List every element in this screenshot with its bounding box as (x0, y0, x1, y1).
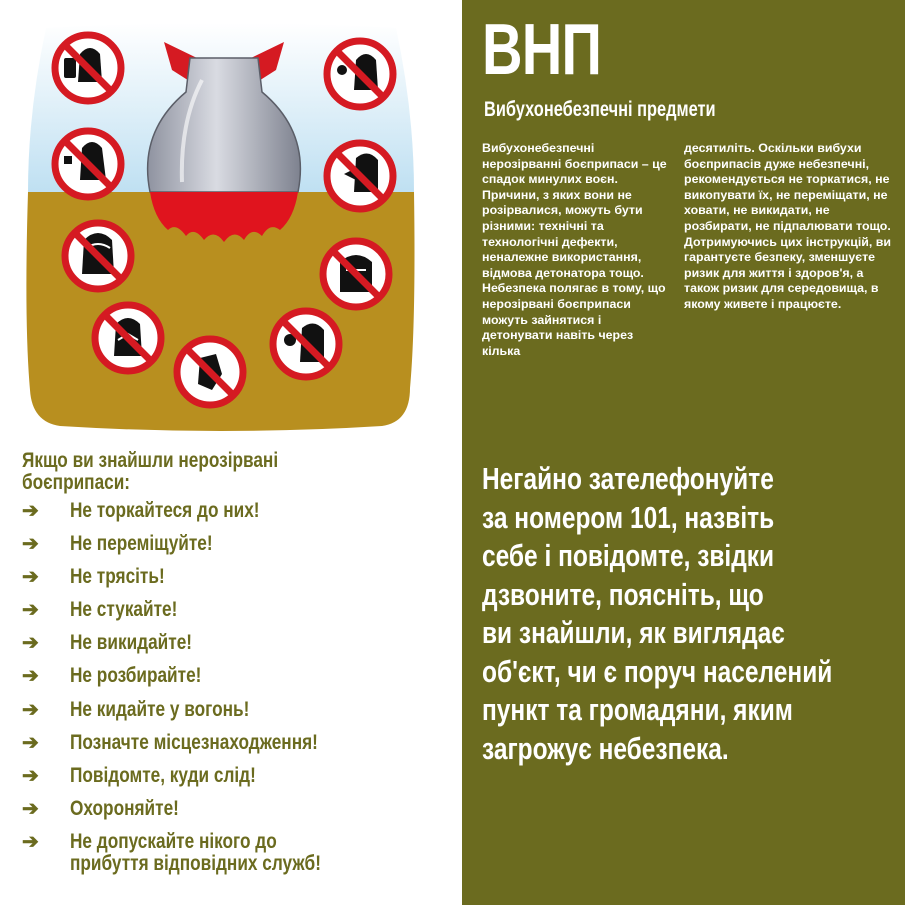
rules-heading-text: Якщо ви знайшли нерозірвані боєприпаси: (22, 449, 279, 494)
arrow-right-icon: ➔ (22, 599, 39, 622)
rule-text: Повідомте, куди слід! (70, 763, 256, 787)
no-dismantle-icon (268, 306, 344, 382)
rule-text: Не торкайтеся до них! (70, 499, 260, 522)
rule-text: Не розбирайте! (70, 664, 202, 688)
right-panel (462, 0, 905, 905)
rule-text: Охороняйте! (70, 796, 179, 820)
rules-list (22, 500, 452, 879)
arrow-right-icon: ➔ (22, 500, 39, 522)
arrow-right-icon: ➔ (22, 698, 39, 721)
no-throw-icon (90, 300, 166, 376)
list-item (22, 566, 452, 599)
no-touch-icon (322, 138, 398, 214)
rule-text: Не допускайте нікого до прибуття відповідних служб! (70, 829, 321, 875)
body-text-column-2: десятиліть. Оскільки вибухи боєприпасів дуже небезпечні, рекомендується не торкатися, не викопувати їх, не переміщати, не ховати, не викидати, не розбирати, не підпалювати тощо. Дотримуючись цих інструкцій, ви гарантуєте безпеку, зменшуєте ризик для життя і здоров'я, а також ризик для середовища, в якому живете і працюєте. (684, 141, 892, 311)
rule-text: Не переміщуйте! (70, 532, 213, 556)
rule-text: Не кидайте у вогонь! (70, 697, 250, 721)
list-item (22, 533, 452, 566)
arrow-right-icon: ➔ (22, 665, 39, 688)
no-carry-icon (172, 334, 248, 410)
rules-heading (22, 450, 366, 494)
no-phone-icon (50, 30, 126, 106)
list-item (22, 831, 452, 879)
arrow-right-icon: ➔ (22, 797, 39, 820)
arrow-right-icon: ➔ (22, 566, 39, 589)
rule-text: Не викидайте! (70, 631, 193, 655)
no-splash-icon (50, 126, 126, 202)
no-kick-icon (322, 36, 398, 112)
list-item (22, 632, 452, 665)
list-item (22, 798, 452, 831)
rule-text: Не трясіть! (70, 565, 165, 589)
poster-subtitle: Вибухонебезпечні предмети (484, 98, 716, 121)
list-item (22, 732, 452, 765)
body-text-column-1: Вибухонебезпечні нерозірванні боєприпаси – це спадок минулих воєн. Причини, з яких вони не розірвалися, можуть бути різними: технічні та технологічні дефекти, неналежне використання, відмова детонатора тощо. Небезпека полягає в тому, що нерозірвані боєприпаси можуть зайнятися і детонувати навіть через кілька (482, 141, 667, 358)
list-item (22, 765, 452, 798)
arrow-right-icon: ➔ (22, 533, 39, 556)
rule-text: Позначте місцезнаходження! (70, 730, 318, 754)
list-item (22, 599, 452, 632)
list-item (22, 665, 452, 698)
no-dig-icon (318, 236, 394, 312)
arrow-right-icon: ➔ (22, 731, 39, 754)
call-to-action: Негайно зателефонуйте за номером 101, назвіть себе і повідомте, звідки дзвоните, поясніть, що ви знайшли, як виглядає об'єкт, чи є поруч населений пункт та громадяни, яким загрожує небезпека. (482, 461, 833, 766)
arrow-right-icon: ➔ (22, 764, 39, 787)
list-item (22, 500, 452, 533)
poster-title: ВНП (482, 10, 602, 90)
arrow-right-icon: ➔ (22, 830, 39, 853)
list-item (22, 699, 452, 732)
arrow-right-icon: ➔ (22, 632, 39, 655)
no-shake-icon (60, 218, 136, 294)
rule-text: Не стукайте! (70, 598, 178, 622)
